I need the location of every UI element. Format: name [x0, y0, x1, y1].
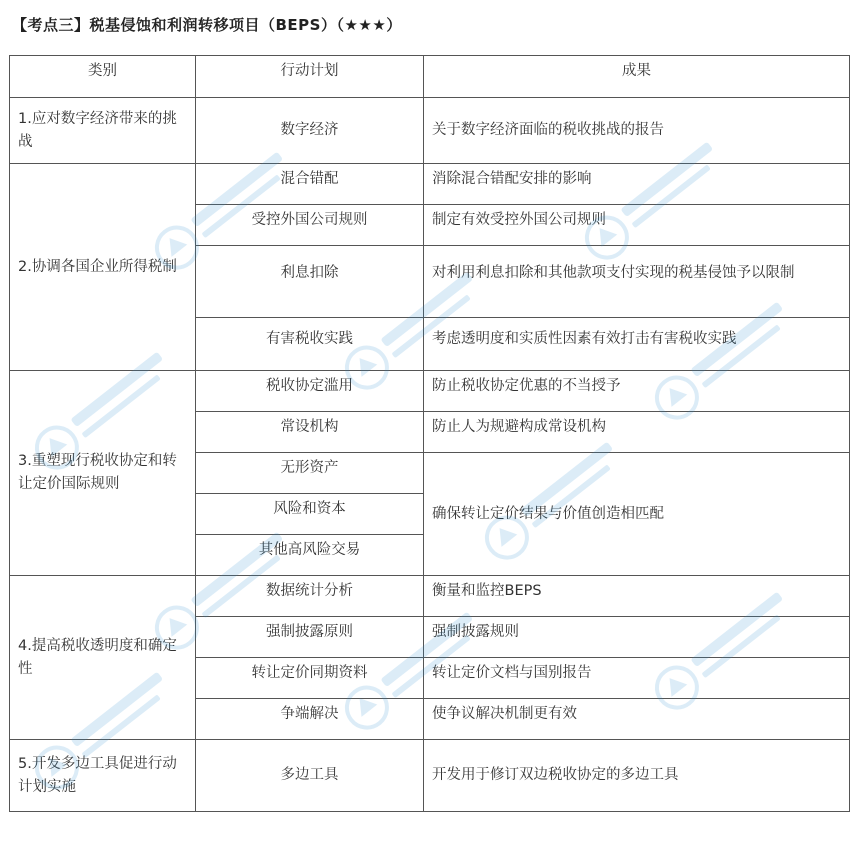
table-row [10, 576, 850, 617]
result-cell: 考虑透明度和实质性因素有效打击有害税收实践 [424, 318, 850, 371]
action-cell: 常设机构 [196, 412, 424, 453]
category-cell: 2.协调各国企业所得税制 [10, 164, 196, 371]
category-cell: 5.开发多边工具促进行动计划实施 [10, 740, 196, 812]
header-action: 行动计划 [196, 56, 424, 98]
header-category: 类别 [10, 56, 196, 98]
action-cell: 利息扣除 [196, 246, 424, 318]
table-row [10, 740, 850, 812]
result-cell: 防止人为规避构成常设机构 [424, 412, 850, 453]
action-cell: 争端解决 [196, 699, 424, 740]
category-cell: 3.重塑现行税收协定和转让定价国际规则 [10, 371, 196, 576]
header-result: 成果 [424, 56, 850, 98]
result-cell: 确保转让定价结果与价值创造相匹配 [424, 453, 850, 576]
action-cell: 无形资产 [196, 453, 424, 494]
action-cell: 有害税收实践 [196, 318, 424, 371]
action-cell: 数据统计分析 [196, 576, 424, 617]
result-cell: 开发用于修订双边税收协定的多边工具 [424, 740, 850, 812]
result-cell: 强制披露规则 [424, 617, 850, 658]
result-cell: 消除混合错配安排的影响 [424, 164, 850, 205]
action-cell: 转让定价同期资料 [196, 658, 424, 699]
action-cell: 风险和资本 [196, 494, 424, 535]
category-cell: 1.应对数字经济带来的挑战 [10, 98, 196, 164]
action-cell: 多边工具 [196, 740, 424, 812]
result-cell: 对利用利息扣除和其他款项支付实现的税基侵蚀予以限制 [424, 246, 850, 318]
beps-table [9, 55, 850, 812]
action-cell: 税收协定滥用 [196, 371, 424, 412]
action-cell: 混合错配 [196, 164, 424, 205]
result-cell: 衡量和监控BEPS [424, 576, 850, 617]
page-title: 【考点三】税基侵蚀和利润转移项目（BEPS）（★★★） [12, 16, 402, 34]
action-cell: 强制披露原则 [196, 617, 424, 658]
result-cell: 转让定价文档与国别报告 [424, 658, 850, 699]
result-cell: 防止税收协定优惠的不当授予 [424, 371, 850, 412]
action-cell: 受控外国公司规则 [196, 205, 424, 246]
action-cell: 其他高风险交易 [196, 535, 424, 576]
action-cell: 数字经济 [196, 98, 424, 164]
table-row [10, 371, 850, 412]
result-cell: 制定有效受控外国公司规则 [424, 205, 850, 246]
table-header-row [10, 56, 850, 98]
table-row [10, 164, 850, 205]
table-row [10, 98, 850, 164]
result-cell: 关于数字经济面临的税收挑战的报告 [424, 98, 850, 164]
category-cell: 4.提高税收透明度和确定性 [10, 576, 196, 740]
result-cell: 使争议解决机制更有效 [424, 699, 850, 740]
